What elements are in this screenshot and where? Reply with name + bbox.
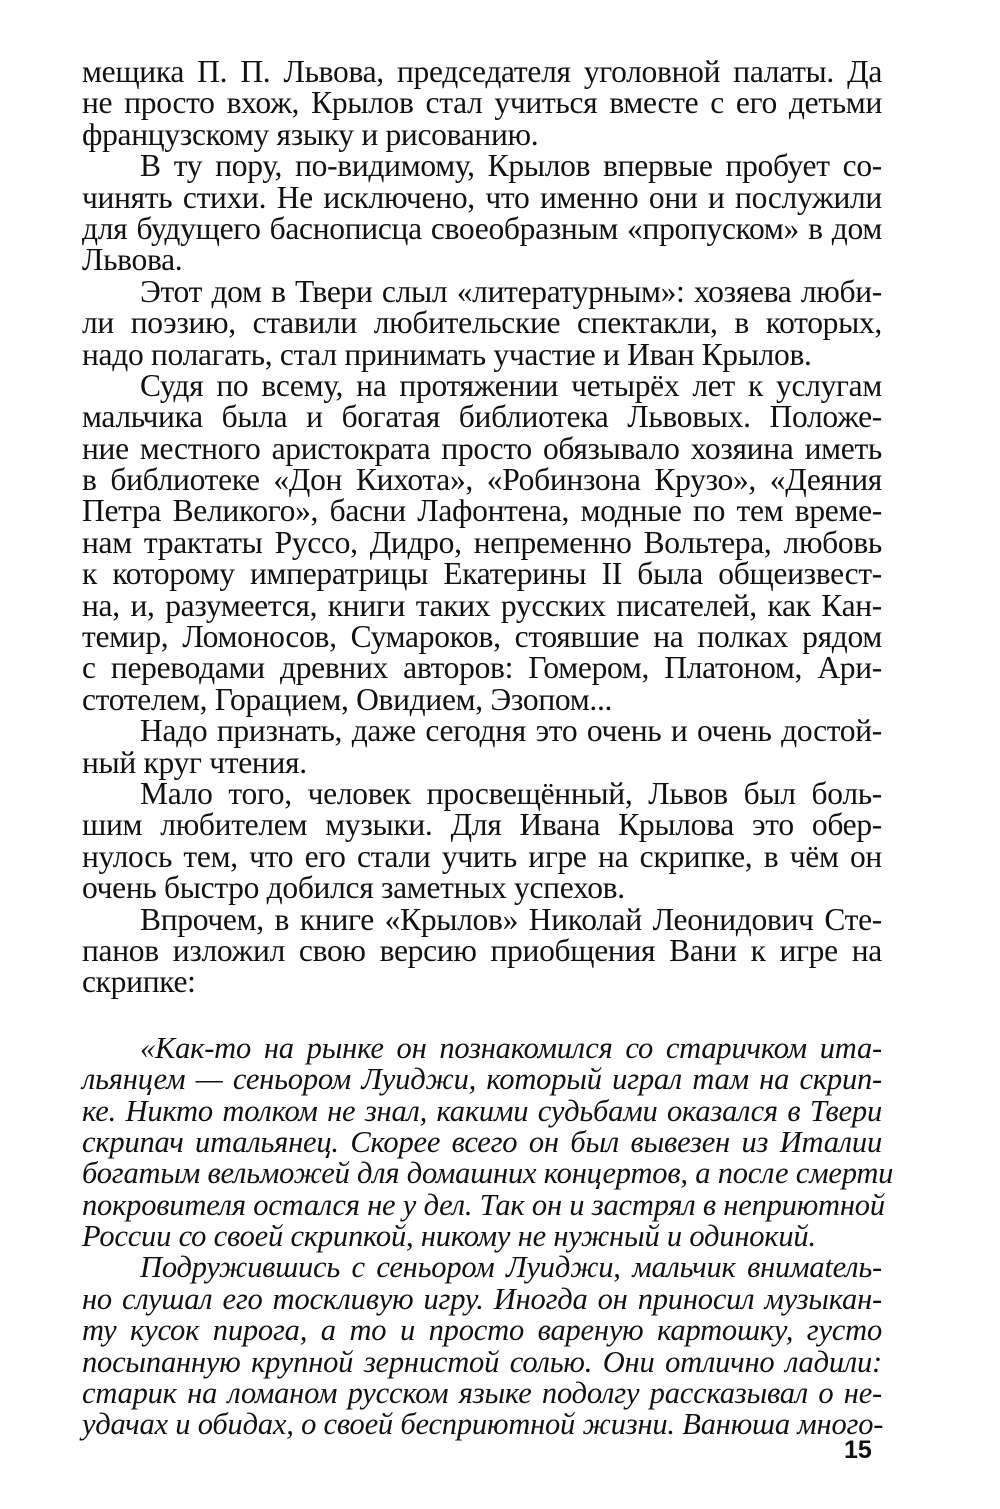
quote-paragraph	[82, 1252, 882, 1440]
paragraph	[82, 715, 882, 778]
text-line: мещика П. П. Львова, председателя уголовной палаты. Да	[82, 54, 882, 89]
text-line: очень быстро добился заметных успехов.	[82, 870, 625, 906]
paragraph	[82, 901, 882, 1000]
text-line: Надо признать, даже сегодня это очень и очень достой-	[140, 713, 882, 749]
text-line: надо полагать, стал принимать участие и Иван Крылов.	[82, 336, 812, 372]
text-line: с переводами древних авторов: Гомером, Платоном, Ари-	[82, 650, 882, 686]
text-line: не просто вхож, Крылов стал учиться вместе с его детьми	[82, 85, 882, 121]
quote-line: но слушал его тоскливую игру. Иногда он приносил музыкан-	[82, 1281, 882, 1316]
quote-line: льянцем — сеньором Луиджи, который играл там на скрип-	[82, 1062, 882, 1097]
quote-line: России со своей скрипкой, никому не нужный и одинокий.	[82, 1219, 816, 1254]
quote-line: богатым вельможей для домашних концертов, а после смерти	[82, 1156, 894, 1191]
text-line: нулось тем, что его стали учить игре на скрипке, в чём он	[82, 838, 882, 874]
text-line: ный круг чтения.	[82, 744, 307, 780]
paragraph	[82, 150, 882, 276]
quote-line: ту кусок пирога, а то и просто вареную картошку, густо	[82, 1313, 882, 1348]
quote-line: удачах и обидах, о своей бесприютной жизни. Ванюша много-	[82, 1407, 884, 1442]
text-line: Львова.	[82, 242, 183, 278]
text-line: к которому императрицы Екатерины II была общеизвест-	[82, 556, 882, 592]
text-line: панов изложил свою версию приобщения Вани к игре на	[82, 932, 882, 968]
text-line: Петра Великого», басни Лафонтена, модные по тем време-	[82, 493, 882, 529]
text-line: шим любителем музыки. Для Ивана Крылова это обер-	[82, 807, 882, 843]
text-line: Судя по всему, на протяжении четырёх лет к услугам	[140, 367, 882, 403]
quote-line: «Как-то на рынке он познакомился со старичком ита-	[140, 1030, 882, 1065]
text-line: Мало того, человек просвещённый, Львов был боль-	[140, 775, 882, 811]
text-line: темир, Ломоносов, Сумароков, стоявшие на полках рядом	[82, 619, 882, 655]
page-body	[82, 54, 894, 1442]
text-line: нам трактаты Руссо, Дидро, непременно Вольтера, любовь	[82, 524, 882, 560]
text-line: французскому языку и рисованию.	[82, 116, 539, 152]
text-line: Впрочем, в книге «Крылов» Николай Леонидович Сте-	[140, 901, 882, 937]
paragraph	[82, 775, 882, 906]
text-line: мальчика была и богатая библиотека Львовых. Положе-	[82, 399, 882, 435]
page-number: 15	[844, 1436, 872, 1464]
text-line: стотелем, Горацием, Овидием, Эзопом...	[82, 681, 613, 717]
paragraph	[82, 56, 882, 150]
text-line: Этот дом в Твери слыл «литературным»: хозяева люби-	[140, 273, 882, 309]
text-line: ние местного аристократа просто обязывало хозяина иметь	[82, 430, 882, 466]
paragraph	[82, 273, 882, 372]
text-line: для будущего баснописца своеобразным «пропуском» в дом	[82, 210, 882, 246]
text-line: чинять стихи. Не исключено, что именно они и послужили	[82, 179, 882, 215]
text-line: скрипке:	[82, 964, 196, 1000]
section-spacer	[82, 998, 882, 1033]
quote-line: Подружившись с сеньором Луиджи, мальчик внимatель-	[140, 1250, 882, 1285]
text-line: в библиотеке «Дон Кихота», «Робинзона Крузо», «Деяния	[82, 462, 882, 498]
quote-line: скрипач итальянец. Скорее всего он был вывезен из Италии	[82, 1124, 882, 1159]
paragraph	[82, 367, 882, 717]
text-line: В ту пору, по-видимому, Крылов впервые пробует со-	[140, 148, 882, 184]
quote-line: покровителя остался не у дел. Так он и застрял в неприютной	[82, 1187, 885, 1222]
text-line: ли поэзию, ставили любительские спектакли, в которых,	[82, 305, 882, 341]
text-line: на, и, разумеется, книги таких русских писателей, как Кан-	[82, 587, 882, 623]
quote-line: посыпанную крупной зернистой солью. Они отлично ладили:	[82, 1344, 882, 1379]
quote-line: старик на ломаном русском языке подолгу рассказывал о не-	[82, 1376, 882, 1411]
quote-line: ке. Никто толком не знал, какими судьбами оказался в Твери	[82, 1093, 882, 1128]
quote-paragraph	[82, 1030, 894, 1254]
